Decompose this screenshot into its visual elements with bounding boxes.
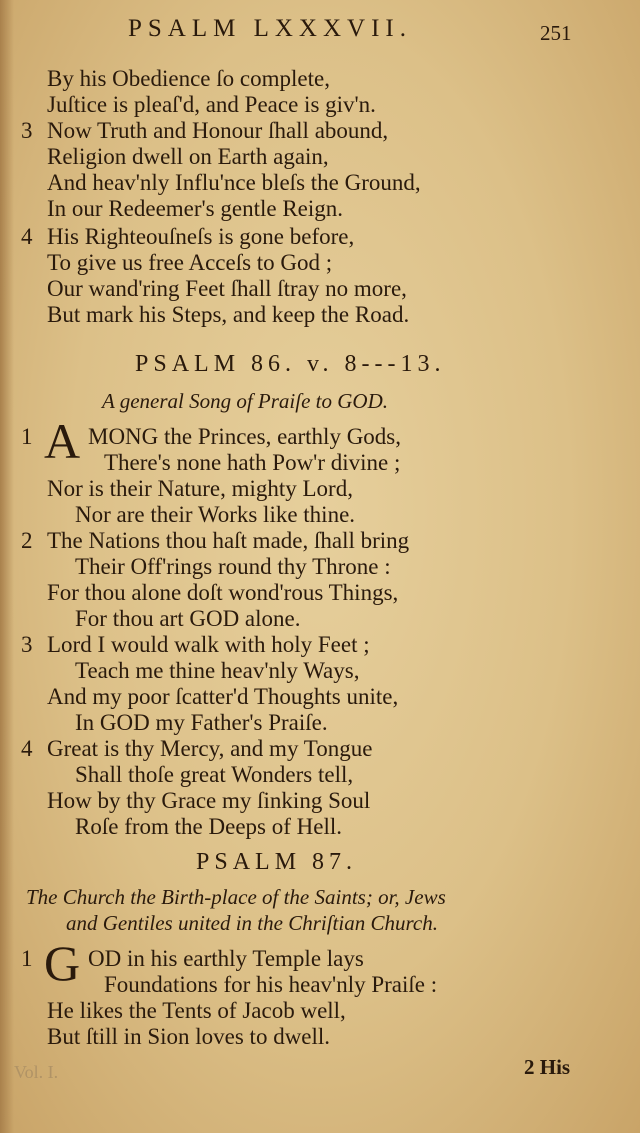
verse-line: In our Redeemer's gentle Reign. (47, 196, 344, 221)
verse-line: Religion dwell on Earth again, (47, 144, 329, 169)
verse-number: 1 (21, 946, 33, 971)
drop-cap: G (44, 935, 81, 991)
verse-line: Great is thy Mercy, and my Tongue (47, 736, 373, 761)
verse-line: Their Off'rings round thy Throne : (75, 554, 391, 579)
verse-line: There's none hath Pow'r divine ; (104, 450, 401, 475)
verse-line: But ſtill in Sion loves to dwell. (47, 1024, 331, 1049)
page-header (0, 12, 640, 46)
verse-line: Roſe from the Deeps of Hell. (75, 814, 342, 839)
verse-line: Shall thoſe great Wonders tell, (75, 762, 354, 787)
verse-line: The Nations thou haſt made, ſhall bring (47, 528, 410, 553)
signature-mark: Vol. I. (14, 1062, 59, 1082)
verse-line: For thou alone doſt wond'rous Things, (47, 580, 399, 605)
verse-line: Teach me thine heav'nly Ways, (75, 658, 360, 683)
psalm-heading: PSALM 87. (196, 849, 358, 875)
psalm-subtitle: A general Song of Praiſe to GOD. (102, 389, 389, 413)
verse-number: 3 (21, 118, 33, 143)
psalm-subtitle: The Church the Birth-place of the Saints; or, Jews (26, 885, 446, 909)
verse-line: He likes the Tents of Jacob well, (47, 998, 346, 1023)
verse-line: Our wand'ring Feet ſhall ſtray no more, (47, 276, 407, 301)
verse-line: Nor is their Nature, mighty Lord, (47, 476, 353, 501)
verse-number: 3 (21, 632, 33, 657)
verse-line: Juſtice is pleaſ'd, and Peace is giv'n. (47, 92, 376, 117)
running-title: PSALM LXXXVII. (128, 15, 412, 42)
verse-number: 2 (21, 528, 33, 553)
verse-line: And my poor ſcatter'd Thoughts unite, (47, 684, 399, 709)
drop-cap: A (44, 413, 81, 469)
verse-line: In GOD my Father's Praiſe. (75, 710, 328, 735)
verse-line: MONG the Princes, earthly Gods, (88, 424, 402, 449)
verse-line: Nor are their Works like thine. (75, 502, 356, 527)
verse-line: OD in his earthly Temple lays (88, 946, 364, 971)
verse-line: For thou art GOD alone. (75, 606, 301, 631)
verse-line: But mark his Steps, and keep the Road. (47, 302, 410, 327)
verse-line: To give us free Acceſs to God ; (47, 250, 333, 275)
page-gutter-shadow (0, 0, 14, 1133)
verse-line: How by thy Grace my ſinking Soul (47, 788, 371, 813)
verse-line: Foundations for his heav'nly Praiſe : (104, 972, 438, 997)
verse-number: 4 (21, 224, 33, 249)
psalm-subtitle: and Gentiles united in the Chriſtian Church. (66, 911, 438, 935)
verse-line: By his Obedience ſo complete, (47, 66, 330, 91)
psalm-heading: PSALM 86. v. 8---13. (135, 351, 446, 377)
verse-line: And heav'nly Influ'nce bleſs the Ground, (47, 170, 421, 195)
page-number: 251 (540, 21, 572, 45)
verse-line: Lord I would walk with holy Feet ; (47, 632, 370, 657)
verse-line: Now Truth and Honour ſhall abound, (47, 118, 389, 143)
verse-line: His Righteouſneſs is gone before, (47, 224, 355, 249)
verse-number: 1 (21, 424, 33, 449)
catchword: 2 His (524, 1055, 571, 1079)
verse-number: 4 (21, 736, 33, 761)
